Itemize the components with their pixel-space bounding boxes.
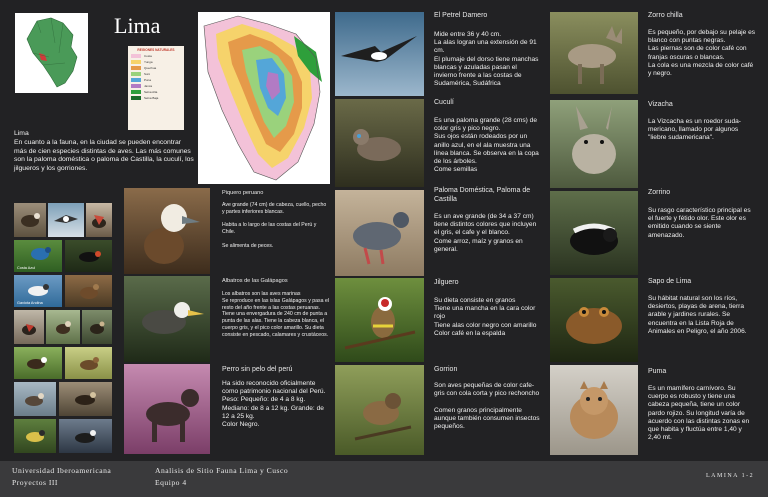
species-title-vizacha: Vizacha: [648, 101, 673, 108]
legend-swatch: [131, 54, 141, 58]
footer-team: Equipo 4: [155, 478, 187, 487]
species-text-vizacha: La Vizcacha es un roedor suda-mericano, llamado por algunos "liebre sudamericana".: [648, 118, 741, 142]
species-title-zorrino: Zorrino: [648, 189, 671, 196]
species-title-piquero: Piquero peruano: [222, 190, 264, 196]
species-text-zorro: Es pequeño, por debajo su pelaje es blanco con puntas negras. Las piernas son de color café con franjas oscuras o blancas. La cola es una mezcla de color café y negro.: [648, 29, 756, 78]
legend-row: [131, 66, 181, 70]
species-text-albatros: Los albatros son las aves marinas Se reproduce en las islas Galápagos y pasa el resto del año frente a las costas peruanas. Tiene una envergadura de 240 cm de punta a punta de las alas. Tiene la cabeza blanca, el cuerpo gris, y el pico color amarillo. Su dieta consiste en pescado, calamares y crustáceos.: [222, 291, 329, 338]
thumb-bird-8: [14, 310, 44, 344]
legend-swatch: [131, 72, 141, 76]
photo-paloma: [335, 190, 424, 276]
species-title-sapo: Sapo de Lima: [648, 278, 692, 285]
legend-row: [131, 96, 181, 100]
legend-row: [131, 90, 181, 94]
species-title-paloma: Paloma Doméstica, Paloma de Castilla: [434, 187, 531, 203]
thumb-bird-16: [59, 419, 112, 453]
species-title-perro: Perro sin pelo del perú: [222, 366, 293, 373]
species-text-perro: Ha sido reconocido oficialmente como patrimonio nacional del Perú. Peso: Pequeño: de 4 a 8 kg. Mediano: de 8 a 12 kg. Grande: de 12 a 25 kg. Color Negro.: [222, 380, 326, 429]
photo-cuculi: [335, 99, 424, 187]
legend-label: Quechua: [144, 65, 157, 70]
legend-swatch: [131, 60, 141, 64]
legend-row: [131, 60, 181, 64]
photo-vizcacha: [550, 100, 638, 188]
legend-label: Yunga: [144, 59, 153, 64]
photo-zorro-chilla: [550, 12, 638, 94]
thumb-caption-gaviota-andina: Gaviota Andina: [17, 301, 43, 305]
legend-title: REGIONES NATURALES: [137, 48, 175, 52]
thumb-bird-1: [14, 203, 46, 237]
legend-swatch: [131, 78, 141, 82]
species-text-gorrion: Son aves pequeñas de color cafe-gris con cola corta y pico rechoncho Comen granos principalmente aunque también consumen insectos pequeños.: [434, 382, 540, 431]
species-text-cuculi: Es una paloma grande (28 cms) de color gris y pico negro. Sus ojos están rodeados por un anillo azul, en el ala muestra una línea blanca. Se observa en la copa de los árboles. Come semillas: [434, 117, 539, 174]
species-title-gorrion: Gorrion: [434, 366, 458, 373]
thumb-bird-12: [65, 347, 112, 379]
legend-label: Suni: [144, 71, 151, 76]
legend-swatch: [131, 96, 141, 100]
footer-analysis: Analisis de Sitio Fauna Lima y Cusco: [155, 466, 289, 475]
species-text-zorrino: Su rasgo característico principal es el fuerte y fétido olor. Este olor es emitido cuando se siente amenazado.: [648, 207, 751, 239]
species-text-petrel: Mide entre 36 y 40 cm. La alas logran una extensión de 91 cm. El plumaje del dorso tiene manchas blancas y azuladas pasan el invierno frente a las costas de Sudamérica, Sudáfrica: [434, 31, 539, 88]
thumb-bird-11: [14, 347, 62, 379]
photo-sapo: [550, 278, 638, 362]
regions-legend: [128, 46, 184, 130]
footer-project: Proyectos III: [12, 478, 58, 487]
intro-heading: Lima: [14, 130, 29, 137]
photo-jilguero: [335, 278, 424, 362]
species-title-puma: Puma: [648, 368, 667, 375]
photo-zorrino: [550, 191, 638, 275]
legend-label: Selva Alta: [144, 89, 158, 94]
page-title: Lima: [114, 13, 161, 38]
peru-locator-map: [15, 13, 88, 93]
species-title-jilguero: Jilguero: [434, 279, 459, 286]
species-text-jilguero: Su dieta consiste en granos Tiene una mancha en la cara color rojo Tiene alas color negro con amarillo Color café en la espalda: [434, 297, 537, 337]
thumb-bird-13: [14, 382, 56, 416]
legend-row: [131, 72, 181, 76]
thumb-bird-7: [65, 275, 112, 307]
species-title-cuculi: Cuculí: [434, 99, 454, 106]
species-text-sapo: Su hábitat natural son los ríos, desiertos, playas de arena, tierra arable y jardines rurales. Se encuentra en la Lista Roja de Animales en Peligro, el año 2006.: [648, 295, 747, 335]
legend-label: Selva Baja: [144, 95, 159, 100]
legend-swatch: [131, 90, 141, 94]
photo-gorrion: [335, 365, 424, 455]
legend-swatch: [131, 84, 141, 88]
thumb-caption-costa-azul: Costa Azul: [17, 266, 36, 270]
intro-text: En cuanto a la fauna, en la ciudad se pueden encontrar más de cien especies distintas de aves. Las más comunes son la paloma doméstica o paloma de Castilla, la cuculí, los jilgueros y los gorriones.: [14, 139, 194, 173]
photo-piquero: [124, 188, 210, 274]
species-text-paloma: Es un ave grande (de 34 a 37 cm) tiene distintos colores que incluyen el gris, el cafe y el blanco. Come arroz, maíz y granos en general.: [434, 213, 537, 253]
photo-petrel: [335, 12, 424, 96]
species-text-piquero: Ave grande (74 cm) de cabeza, cuello, pecho y partes inferiores blancas. Habita a lo largo de las costas del Perú y Chile. Se alimenta de peces.: [222, 202, 327, 249]
legend-label: Costa: [144, 53, 152, 58]
thumb-bird-15: [14, 419, 56, 453]
thumb-bird-2: [48, 203, 84, 237]
thumb-bird-10: [82, 310, 112, 344]
thumb-costa-azul: [14, 240, 62, 272]
lima-region-map: [198, 12, 330, 184]
legend-swatch: [131, 66, 141, 70]
footer-page-label: LAMINA 1-2: [706, 473, 755, 479]
thumb-bird-3: [86, 203, 112, 237]
legend-row: [131, 78, 181, 82]
legend-row: [131, 54, 181, 58]
thumb-bird-9: [46, 310, 80, 344]
footer-bar: [0, 461, 768, 497]
species-title-zorro: Zorro chilla: [648, 12, 683, 19]
thumb-gaviota-andina: [14, 275, 62, 307]
legend-row: [131, 84, 181, 88]
photo-puma: [550, 365, 638, 455]
legend-label: Puna: [144, 77, 152, 82]
species-text-puma: Es un mamífero carnívoro. Su cuerpo es robusto y tiene una cabeza pequeña, tiene un color pardo rojizo. Su longitud varía de acuerdo con las distintas zonas en que habita y fluctúa entre 1,40 y 2,40 mt.: [648, 385, 750, 442]
thumb-bird-5: [65, 240, 112, 272]
thumb-bird-14: [59, 382, 112, 416]
photo-perro-sin-pelo: [124, 364, 210, 454]
photo-albatros: [124, 276, 210, 362]
legend-label: Janca: [144, 83, 153, 88]
footer-university: Universidad Iberoamericana: [12, 466, 112, 475]
species-title-albatros: Albatros de las Galápagos: [222, 278, 288, 284]
species-title-petrel: El Petrel Damero: [434, 12, 488, 19]
